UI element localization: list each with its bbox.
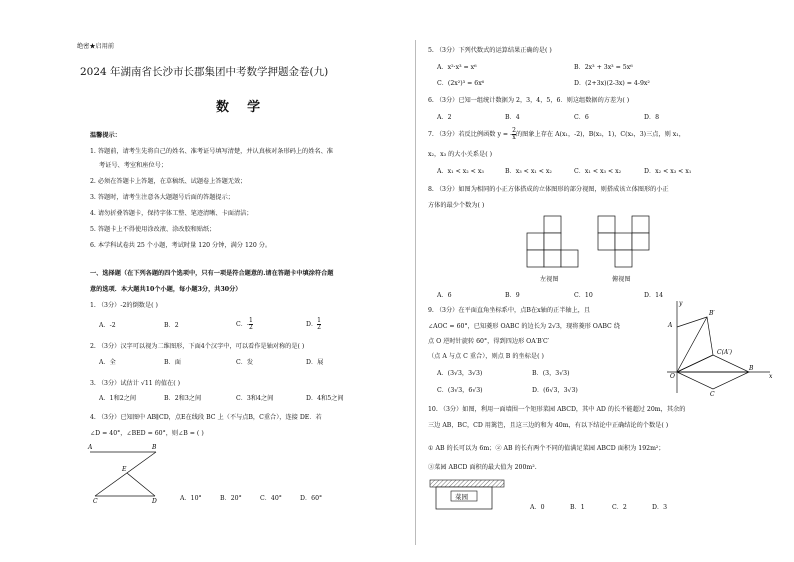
question-8-stem-line1: 8. （3分）如图为相同的小正方体搭成的立体图形的部分视图，则搭成该立体图形的小正 (428, 186, 669, 193)
notice-item: 2. 必须在答题卡上答题，在草稿纸、试题卷上答题无效； (90, 178, 247, 185)
q2-option-a: A．全 (99, 359, 116, 366)
q3-option-d: D．4和5之间 (306, 395, 344, 402)
question-5-stem: 5. （3分）下列代数式的运算结果正确的是( ) (428, 47, 552, 54)
q3-option-a: A．1和2之间 (99, 395, 137, 402)
q3-option-b: B．2和3之间 (164, 395, 202, 402)
section-heading: 意的选项．本大题共10个小题，每小题3分，共30分） (90, 286, 242, 293)
q6-option-a: A．2 (437, 114, 452, 121)
question-7-stem-line1: 7. （3分）若反比例函数 y = - $\frac{2}{x}$ 的图象上存在 A(x₁，-2)，B(x₂，1)，C(x₃，3)三点，则 x₁， (428, 127, 685, 141)
q5-option-a: A．x²·x³ = x⁶ (437, 64, 477, 71)
notice-item: 考证号、考室和座位号； (99, 162, 168, 169)
segment-ed (127, 473, 155, 496)
q8-option-b: B．9 (505, 292, 520, 299)
question-10-stem-line4: ③菜园 ABCD 面积的最大值为 200m². (428, 464, 537, 471)
label-a: A (668, 322, 673, 329)
label-e: E (122, 466, 127, 473)
rhombus-rotated (677, 317, 713, 372)
wall-hatch (430, 480, 504, 487)
label-a: A (88, 444, 93, 451)
subject-title: 数 学 (216, 100, 261, 115)
notice-item: 6. 本学科试卷共 25 个小题，考试时量 120 分钟，满分 120 分。 (90, 242, 272, 249)
question-3-stem: 3. （3分）试估计 √11 的值在( ) (90, 380, 181, 387)
q10-garden-figure (428, 478, 508, 514)
q6-option-c: C．6 (574, 114, 589, 121)
question-10-stem-line1: 10. （3分）如图，利用一面墙围一个矩形菜园 ABCD，其中 AD 的长不能超过 20m，其余的 (428, 406, 686, 413)
q1-option-a: A．-2 (99, 322, 116, 329)
q8-option-a: A．6 (437, 292, 452, 299)
q7-option-b: B．x₃ < x₁ < x₂ (505, 168, 552, 175)
q4-option-d: D．60° (300, 495, 323, 502)
question-4-stem-line2: ∠D = 40°，∠BED = 60°，则∠B = ( ) (90, 430, 204, 437)
label-c: C (93, 498, 98, 505)
question-9-stem-line3: 点 O 逆时针旋转 60°，得到四边形 OA′B′C′ (428, 338, 550, 345)
q5-option-c: C．(2x²)³ = 6x⁶ (437, 80, 485, 87)
notice-title: 温馨提示： (90, 132, 121, 139)
column-divider (415, 40, 416, 545)
label-c: C (710, 391, 715, 398)
q10-option-d: D．3 (652, 504, 668, 511)
question-8-stem-line2: 方体的最少个数为( ) (428, 202, 485, 209)
left-view-label: 左视图 (540, 276, 559, 283)
q1-option-c: C．- $\frac{1}{2}$ (236, 317, 253, 331)
q7-option-c: C．x₁ < x₃ < x₂ (574, 168, 622, 175)
q9-coordinate-figure (665, 297, 775, 397)
q4-option-c: C．40° (260, 495, 282, 502)
q8-option-d: D．14 (644, 292, 664, 299)
question-2-stem: 2. （3分）汉字可以视为二维图形，下面4个汉字中，可以看作是轴对称的是( ) (90, 343, 305, 350)
label-d: D (152, 498, 157, 505)
label-b: B (749, 365, 754, 372)
q9-option-a: A．(3√3，3√3) (437, 370, 483, 377)
notice-item: 3. 答题时，请考生注意各大题题号后面的答题提示； (90, 194, 234, 201)
question-6-stem: 6. （3分）已知一组统计数据为 2，3，4，5，6．则这组数据的方差为( ) (428, 97, 630, 104)
label-c-a-prime: C(A′) (717, 349, 732, 356)
q6-option-d: D．8 (644, 114, 660, 121)
notice-item: 5. 答题卡上不得使用涂改液、涂改胶和贴纸； (90, 226, 216, 233)
q10-option-c: C．2 (612, 504, 627, 511)
q3-option-c: C．3和4之间 (236, 395, 274, 402)
question-10-stem-line2: 三边 AB，BC，CD 用篱笆，且这三边的和为 40m，有以下结论中正确结论的个数是( ) (428, 422, 669, 429)
q9-option-c: C．(3√3，6√3) (437, 387, 483, 394)
q7-option-a: A．x₁ < x₂ < x₃ (437, 168, 484, 175)
question-9-stem-line1: 9. （3分）在平面直角坐标系中，点B在x轴的正半轴上，且 (428, 307, 591, 314)
label-o: O (670, 373, 675, 380)
q4-option-a: A．10° (180, 495, 202, 502)
label-x: x (769, 373, 773, 380)
q5-option-d: D．(2+3x)(2-3x) = 4-9x² (574, 80, 650, 87)
top-view-figure (597, 215, 657, 271)
notice-item: 4. 请勿折叠答题卡，保持字体工整、笔迹清晰、卡面清洁； (90, 210, 253, 217)
question-9-stem-line2: ∠AOC = 60°，已知菱形 OABC 的边长为 2√3，现将菱形 OABC 绕 (428, 323, 620, 330)
q4-geometry-figure (85, 440, 175, 506)
q4-option-b: B．20° (220, 495, 242, 502)
q10-option-a: A．0 (530, 504, 545, 511)
question-7-stem-line2: x₂，x₃ 的大小关系是( ) (428, 151, 493, 158)
left-view-figure (526, 215, 586, 271)
q2-option-b: B．面 (164, 359, 181, 366)
q10-option-b: B．1 (570, 504, 585, 511)
q2-option-d: D．展 (306, 359, 324, 366)
question-1-stem: 1. （3分）-2的倒数是( ) (90, 302, 158, 309)
q1-option-b: B．2 (164, 322, 179, 329)
q1-option-d: D． $\frac{1}{2}$ (306, 317, 321, 331)
exam-title: 2024 年湖南省长沙市长郡集团中考数学押题金卷(九) (80, 66, 329, 78)
section-heading: 一、选择题（在下列各题的四个选项中，只有一项是符合题意的.请在答题卡中填涂符合题 (90, 270, 334, 277)
q7-option-d: D．x₂ < x₃ < x₁ (644, 168, 692, 175)
q8-option-c: C．10 (574, 292, 593, 299)
q5-option-b: B．2x³ + 3x³ = 5x⁶ (574, 64, 633, 71)
label-b-prime: B′ (709, 310, 715, 317)
q6-option-b: B．4 (505, 114, 520, 121)
question-10-stem-line3: ① AB 的长可以为 6m；② AB 的长有两个不同的值满足菜园 ABCD 面积为 192m²； (428, 445, 665, 452)
q2-option-c: C．发 (236, 359, 254, 366)
confidential-mark: 绝密★启用前 (77, 43, 115, 50)
notice-item: 1. 答题前，请考生先将自己的姓名、准考证号填写清楚，并认真核对条形码上的姓名、准 (90, 148, 333, 155)
garden-label: 菜园 (455, 493, 468, 501)
top-view-label: 俯视图 (612, 276, 631, 283)
label-b: B (152, 444, 157, 451)
label-y: y (679, 300, 683, 307)
question-9-stem-line4: （点 A 与点 C 重合），则点 B 的坐标是( ) (428, 353, 544, 360)
q9-option-d: D．(6√3，3√3) (532, 387, 578, 394)
q9-option-b: B．(3，3√3) (532, 370, 570, 377)
question-4-stem-line1: 4. （3分）已知图中 AB∥CD，点E在线段 BC 上（不与点B，C重合），连接 DE．若 (90, 414, 322, 421)
